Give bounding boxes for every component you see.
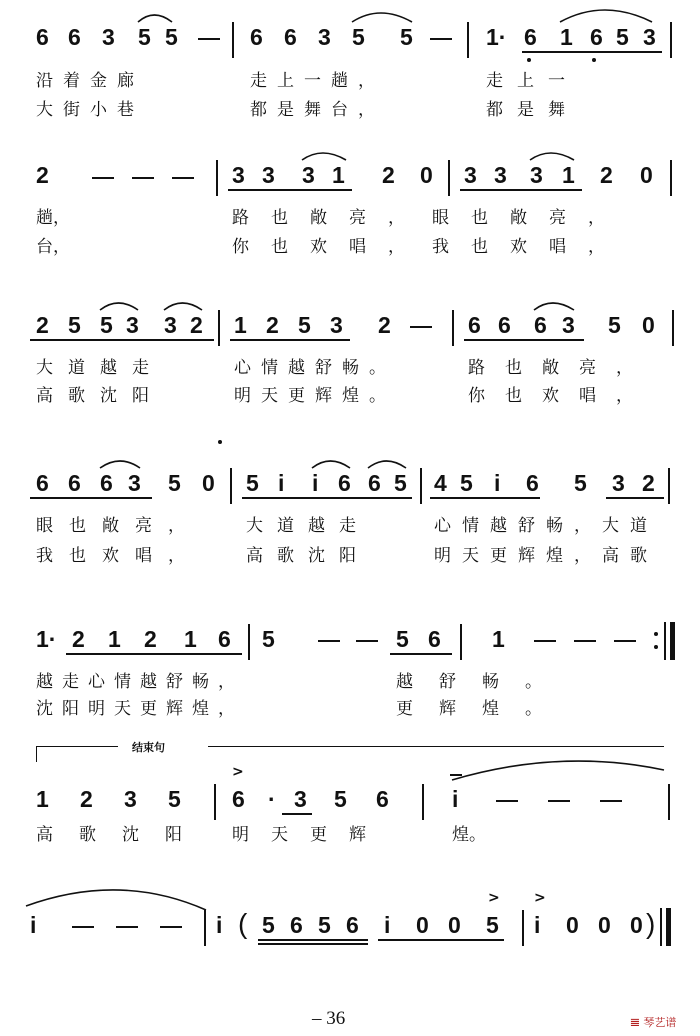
note: 1: [36, 786, 49, 812]
note: i: [384, 912, 391, 938]
lyric-line-2: 都是舞: [486, 100, 579, 120]
note: 5: [165, 24, 178, 50]
note: 6: [68, 470, 81, 496]
note: 6: [338, 470, 351, 496]
note: 3: [232, 162, 245, 188]
note: 5: [608, 312, 621, 338]
lyric-line-1: 心情越舒畅。: [234, 358, 396, 378]
note: 1: [184, 626, 197, 652]
lyric-line-2: 你也欢唱，: [468, 386, 653, 406]
note: 5: [394, 470, 407, 496]
note: 5: [138, 24, 151, 50]
note: 3: [164, 312, 177, 338]
slur: [302, 153, 346, 160]
note: 6: [376, 786, 389, 812]
note: 2: [600, 162, 613, 188]
note: 2: [378, 312, 391, 338]
note: 0: [642, 312, 655, 338]
note: 4: [434, 470, 447, 496]
note: 6: [218, 626, 231, 652]
note: 3: [318, 24, 331, 50]
note: 5: [168, 786, 181, 812]
lyric-line-1: 眼也敞亮，: [432, 208, 627, 228]
note: 6: [36, 470, 49, 496]
note: 2: [642, 470, 655, 496]
note: 6: [36, 24, 49, 50]
note: 3: [102, 24, 115, 50]
lyric-line-2: 高歌沈阳: [246, 546, 370, 566]
note: 6: [428, 626, 441, 652]
note: 5: [298, 312, 311, 338]
lyric-line-1: 趟，: [36, 208, 70, 228]
slur: [26, 890, 206, 910]
note: 3: [262, 162, 275, 188]
note: 6: [590, 24, 603, 50]
note: 6: [498, 312, 511, 338]
note: 3: [530, 162, 543, 188]
note: 5: [616, 24, 629, 50]
lyric-line-1: 沿着金廊: [36, 71, 144, 91]
lyric-line-1: 越走心情越舒畅，: [36, 672, 244, 692]
slur: [368, 461, 406, 468]
watermark-text: 琴艺谱: [643, 1016, 677, 1029]
note: 6: [100, 470, 113, 496]
note: i: [312, 470, 319, 496]
note: 3: [330, 312, 343, 338]
note: 0: [420, 162, 433, 188]
note: 3: [302, 162, 315, 188]
lyric-line-2: 高歌沈阳: [36, 386, 164, 406]
note: 2: [36, 312, 49, 338]
note: 0: [640, 162, 653, 188]
note: 2: [144, 626, 157, 652]
note: i: [216, 912, 223, 938]
note: i: [452, 786, 459, 812]
lyric-line-1: 眼也敞亮，: [36, 516, 201, 536]
note: 2: [80, 786, 93, 812]
slur: [560, 10, 652, 22]
lyric-line-2: 我也欢唱，: [432, 237, 627, 257]
slur: [100, 461, 140, 468]
lyric-line-1: 路也敞亮，: [232, 208, 427, 228]
note: 0: [448, 912, 461, 938]
note: 3: [494, 162, 507, 188]
paren-close: ): [646, 908, 656, 939]
logo-icon: 𝌆: [630, 1016, 640, 1029]
note: 3: [294, 786, 307, 812]
note: ·: [268, 786, 276, 812]
note: 6: [526, 470, 539, 496]
slur: [164, 303, 202, 310]
watermark-logo: [630, 1014, 676, 1030]
lyric-line-1: 大道越走: [36, 358, 164, 378]
note: 2: [36, 162, 49, 188]
slur: [530, 153, 574, 160]
note: 5: [396, 626, 409, 652]
note: 6: [284, 24, 297, 50]
slur: [312, 461, 350, 468]
note: 6: [524, 24, 537, 50]
slur: [100, 303, 138, 310]
note: i: [30, 912, 37, 938]
note: 1: [234, 312, 247, 338]
note: 0: [202, 470, 215, 496]
note: 2: [382, 162, 395, 188]
lyric-line-2: 明天更辉煌。: [234, 386, 396, 406]
note: 5: [400, 24, 413, 50]
slur: [534, 303, 574, 310]
coda-label: 结束句: [132, 741, 165, 754]
note: 5: [246, 470, 259, 496]
lyric-line-2: 都是舞台，: [250, 100, 385, 120]
note: 0: [416, 912, 429, 938]
lyric-line-1: 越舒畅。: [396, 672, 568, 692]
note: 5: [460, 470, 473, 496]
note: 1: [562, 162, 575, 188]
note: 2: [72, 626, 85, 652]
note: 2: [266, 312, 279, 338]
note: 5: [486, 912, 499, 938]
lyric-line-2: 明天更辉煌，高歌: [434, 546, 658, 566]
note: 3: [126, 312, 139, 338]
lyric-line-2: 大街小巷: [36, 100, 144, 120]
lyric-line-1: 心情越舒畅，大道: [434, 516, 658, 536]
note: 3: [464, 162, 477, 188]
slur: [452, 761, 664, 780]
note: i: [278, 470, 285, 496]
note: 1: [492, 626, 505, 652]
lyric-line-1: 高歌沈阳: [36, 825, 208, 845]
note: 1: [560, 24, 573, 50]
note: 3: [128, 470, 141, 496]
note: 6: [368, 470, 381, 496]
note: 3: [643, 24, 656, 50]
accent-mark: >: [232, 764, 244, 780]
note: 6: [68, 24, 81, 50]
lyric-line-2: 更辉煌。: [396, 699, 568, 719]
lyric-line-2: 你也欢唱，: [232, 237, 427, 257]
note: 2: [190, 312, 203, 338]
note: 6: [468, 312, 481, 338]
page-number: – 36: [312, 1008, 346, 1029]
lyric-line-1: 路也敞亮，: [468, 358, 653, 378]
lyric-line-1: 走上一趟，: [250, 71, 385, 91]
lyric-line-1: 明天更辉: [232, 825, 388, 845]
note: 1: [108, 626, 121, 652]
accent-mark: >: [488, 890, 500, 906]
note: 1: [332, 162, 345, 188]
note: i: [534, 912, 541, 938]
lyric-line-2: 我也欢唱，: [36, 546, 201, 566]
note: i: [494, 470, 501, 496]
note: 3: [124, 786, 137, 812]
note: 5: [352, 24, 365, 50]
slur: [138, 15, 172, 22]
note: 0: [598, 912, 611, 938]
note: 5: [318, 912, 331, 938]
note: 6: [346, 912, 359, 938]
lyric-line-1: 大道越走: [246, 516, 370, 536]
note: 6: [232, 786, 245, 812]
note: 0: [630, 912, 643, 938]
lyric-line-2: 台，: [36, 237, 70, 257]
note: 5: [574, 470, 587, 496]
slur: [352, 13, 412, 22]
note: 6: [250, 24, 263, 50]
note: 1·: [36, 626, 57, 652]
note: 5: [168, 470, 181, 496]
note: 5: [262, 626, 275, 652]
note: 6: [290, 912, 303, 938]
note: 5: [68, 312, 81, 338]
note: 5: [100, 312, 113, 338]
note: 6: [534, 312, 547, 338]
paren-open: (: [238, 908, 248, 939]
note: 3: [562, 312, 575, 338]
lyric-line-2: 沈阳明天更辉煌，: [36, 699, 244, 719]
note: 0: [566, 912, 579, 938]
note: 3: [612, 470, 625, 496]
lyric-line-1: 走上一: [486, 71, 579, 91]
note: 5: [262, 912, 275, 938]
accent-mark: >: [534, 890, 546, 906]
lyric-line-1: 煌。: [452, 825, 486, 845]
note: 5: [334, 786, 347, 812]
note: 1·: [486, 24, 507, 50]
